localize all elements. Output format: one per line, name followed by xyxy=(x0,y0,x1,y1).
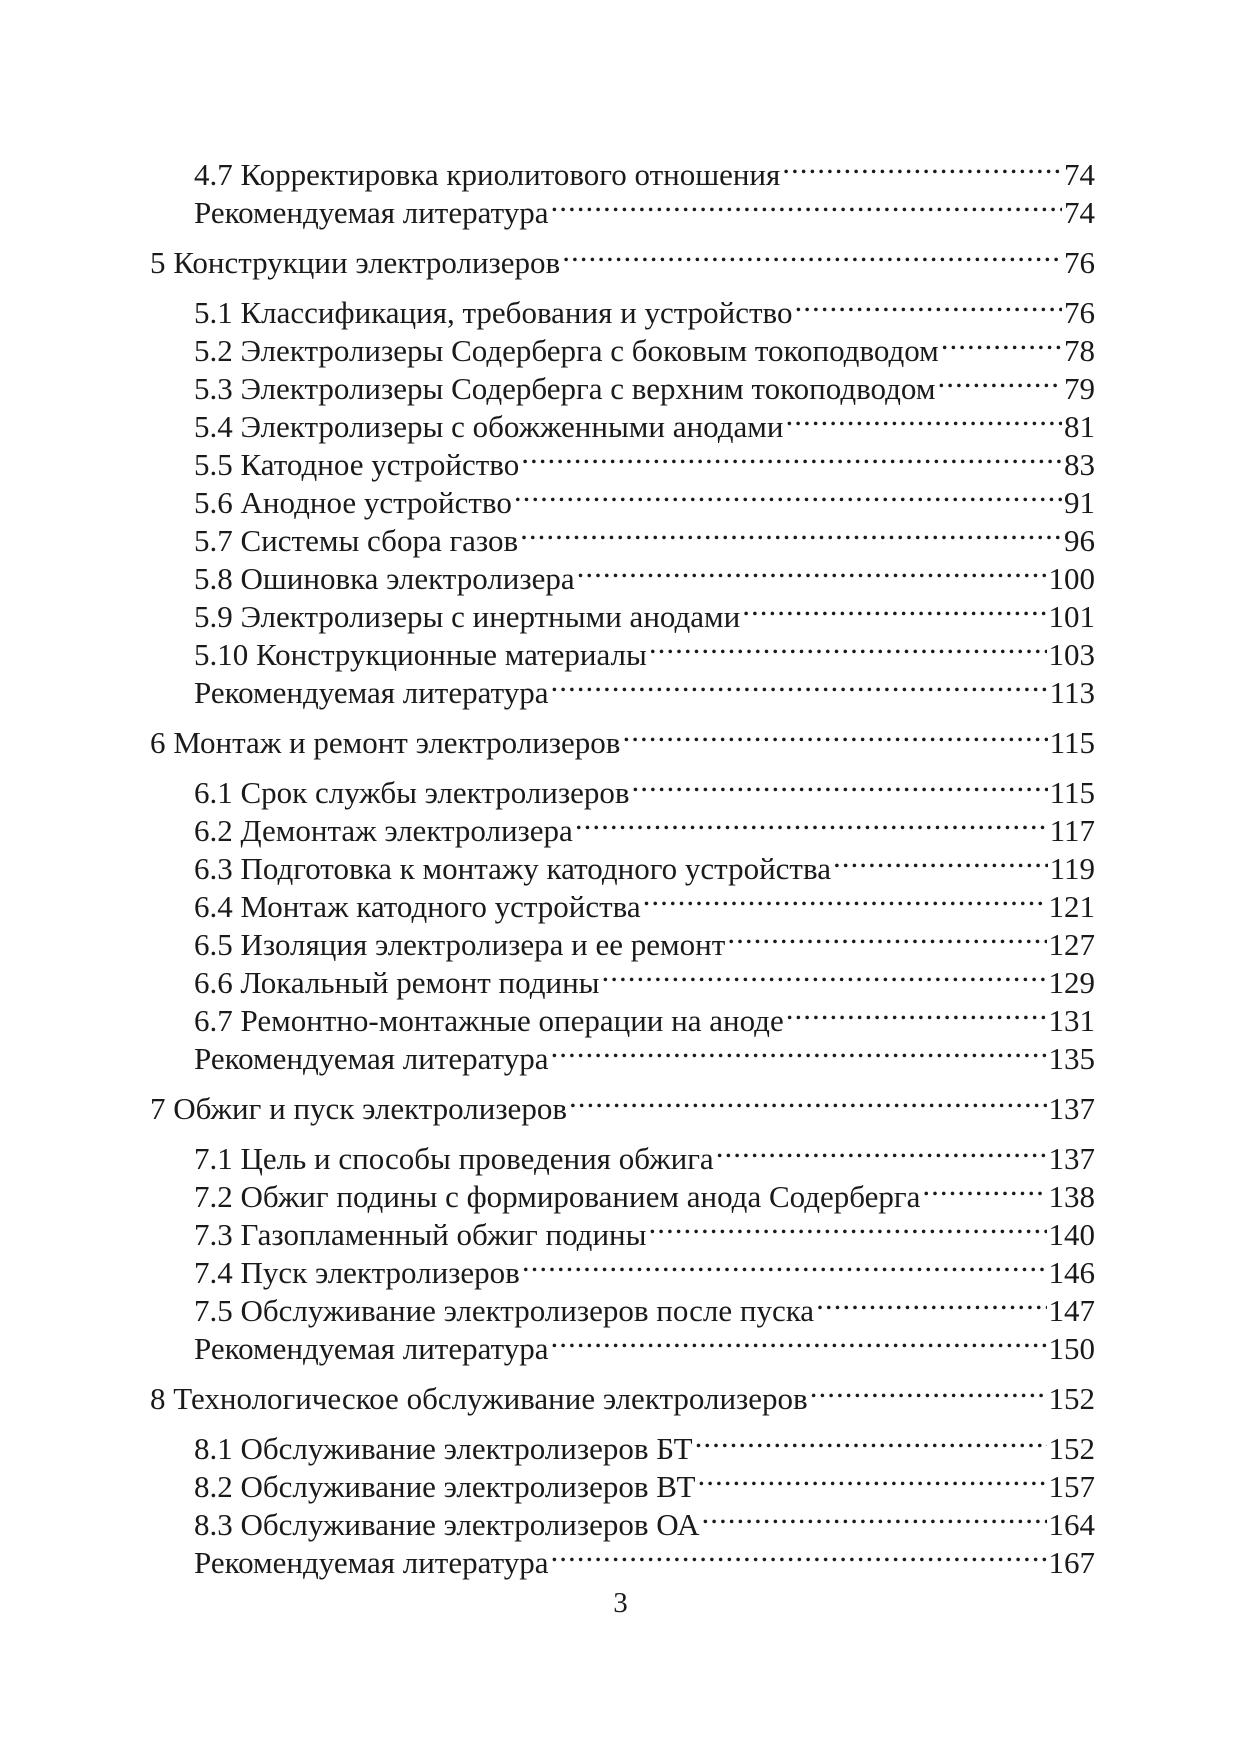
toc-entry-page: 91 xyxy=(1064,485,1095,520)
toc-entry-title: 8.1 Обслуживание электролизеров БТ xyxy=(194,1431,693,1466)
toc-entry-title: 5.10 Конструкционные материалы xyxy=(194,637,647,672)
toc-dot-leader xyxy=(649,627,1047,665)
toc-dot-leader xyxy=(716,1131,1047,1169)
toc-entry-page: 131 xyxy=(1048,1003,1095,1038)
toc-dot-leader xyxy=(702,1497,1047,1535)
toc-entry-title: 7.3 Газопламенный обжиг подины xyxy=(194,1217,647,1252)
page-number: 3 xyxy=(613,1587,628,1619)
toc-entry-title: 5.2 Электролизеры Содерберга с боковым токоподводом xyxy=(194,333,939,368)
toc-entry-title: 4.7 Корректировка криолитового отношения xyxy=(194,157,781,192)
toc-entry-title: 5.4 Электролизеры с обожженными анодами xyxy=(194,409,784,444)
toc-dot-leader xyxy=(695,1421,1047,1459)
toc-entry-page: 121 xyxy=(1048,889,1095,924)
toc-entry-title: Рекомендуемая литература xyxy=(194,1331,549,1366)
toc-entry-title: 6.5 Изоляция электролизера и ее ремонт xyxy=(194,927,726,962)
toc-entry-page: 167 xyxy=(1048,1545,1095,1580)
toc-section-entry xyxy=(150,147,1095,192)
toc-entry-page: 146 xyxy=(1048,1255,1095,1290)
toc-dot-leader xyxy=(569,1081,1047,1119)
toc-dot-leader xyxy=(601,955,1046,993)
toc-dot-leader xyxy=(522,1245,1047,1283)
toc-entry-title: 5.3 Электролизеры Содерберга с верхним токоподводом xyxy=(194,371,936,406)
toc-entry-title: 6.6 Локальный ремонт подины xyxy=(194,965,600,1000)
toc-dot-leader xyxy=(833,841,1048,879)
toc-chapter-entry xyxy=(150,715,1095,760)
toc-section-entry xyxy=(150,1421,1095,1466)
toc-dot-leader xyxy=(550,185,1062,223)
toc-dot-leader xyxy=(941,323,1062,361)
toc-entry-title: 6.4 Монтаж катодного устройства xyxy=(194,889,641,924)
table-of-contents xyxy=(150,147,1095,1580)
toc-dot-leader xyxy=(562,235,1062,273)
toc-entry-page: 74 xyxy=(1064,195,1095,230)
toc-entry-page: 74 xyxy=(1064,157,1095,192)
toc-dot-leader xyxy=(632,765,1048,803)
toc-dot-leader xyxy=(550,1031,1046,1069)
toc-entry-page: 152 xyxy=(1048,1431,1095,1466)
toc-entry-title: 8 Технологическое обслуживание электролизеров xyxy=(150,1381,808,1416)
toc-entry-title: 5 Конструкции электролизеров xyxy=(150,245,561,280)
toc-entry-title: 7.2 Обжиг подины с формированием анода Содерберга xyxy=(194,1179,921,1214)
toc-entry-page: 79 xyxy=(1064,371,1095,406)
toc-dot-leader xyxy=(697,1459,1046,1497)
toc-entry-title: 6.2 Демонтаж электролизера xyxy=(194,813,573,848)
toc-entry-title: 5.5 Катодное устройство xyxy=(194,447,520,482)
toc-entry-page: 152 xyxy=(1048,1381,1095,1416)
toc-section-entry xyxy=(150,765,1095,810)
toc-entry-page: 164 xyxy=(1048,1507,1095,1542)
toc-dot-leader xyxy=(785,399,1062,437)
toc-entry-page: 137 xyxy=(1048,1141,1095,1176)
toc-dot-leader xyxy=(786,993,1047,1031)
toc-dot-leader xyxy=(550,665,1047,703)
toc-chapter-entry xyxy=(150,1081,1095,1126)
toc-dot-leader xyxy=(794,285,1062,323)
toc-section-entry xyxy=(150,1131,1095,1176)
toc-entry-title: Рекомендуемая литература xyxy=(194,1545,549,1580)
toc-dot-leader xyxy=(514,475,1062,513)
toc-entry-title: 6 Монтаж и ремонт электролизеров xyxy=(150,725,621,760)
toc-dot-leader xyxy=(810,1371,1047,1409)
toc-entry-page: 137 xyxy=(1048,1091,1095,1126)
toc-entry-page: 115 xyxy=(1049,775,1095,810)
toc-entry-title: 8.3 Обслуживание электролизеров ОА xyxy=(194,1507,700,1542)
toc-entry-page: 96 xyxy=(1064,523,1095,558)
toc-entry-page: 129 xyxy=(1048,965,1095,1000)
toc-dot-leader xyxy=(550,1321,1046,1359)
toc-dot-leader xyxy=(550,1535,1046,1573)
toc-entry-title: 7.4 Пуск электролизеров xyxy=(194,1255,520,1290)
toc-dot-leader xyxy=(648,1207,1046,1245)
toc-entry-title: Рекомендуемая литература xyxy=(194,675,549,710)
toc-entry-page: 76 xyxy=(1064,245,1095,280)
toc-dot-leader xyxy=(782,147,1062,185)
toc-entry-page: 78 xyxy=(1064,333,1095,368)
toc-dot-leader xyxy=(922,1169,1046,1207)
toc-chapter-entry xyxy=(150,235,1095,280)
toc-entry-page: 76 xyxy=(1064,295,1095,330)
toc-dot-leader xyxy=(575,803,1048,841)
toc-entry-title: 7.5 Обслуживание электролизеров после пуска xyxy=(194,1293,815,1328)
toc-entry-page: 103 xyxy=(1048,637,1095,672)
toc-entry-page: 119 xyxy=(1049,851,1095,886)
toc-entry-page: 140 xyxy=(1048,1217,1095,1252)
toc-dot-leader xyxy=(521,437,1062,475)
toc-entry-title: 5.7 Системы сбора газов xyxy=(194,523,519,558)
toc-entry-title: 6.3 Подготовка к монтажу катодного устройства xyxy=(194,851,831,886)
toc-entry-page: 127 xyxy=(1048,927,1095,962)
toc-dot-leader xyxy=(742,589,1046,627)
toc-entry-title: 5.1 Классификация, требования и устройство xyxy=(194,295,793,330)
toc-entry-title: 8.2 Обслуживание электролизеров ВТ xyxy=(194,1469,696,1504)
toc-dot-leader xyxy=(643,879,1047,917)
toc-entry-title: Рекомендуемая литература xyxy=(194,195,549,230)
toc-entry-page: 101 xyxy=(1048,599,1095,634)
toc-entry-page: 147 xyxy=(1048,1293,1095,1328)
toc-entry-title: 5.8 Ошиновка электролизера xyxy=(194,561,575,596)
toc-entry-title: 5.9 Электролизеры с инертными анодами xyxy=(194,599,741,634)
toc-entry-title: 6.7 Ремонтно-монтажные операции на аноде xyxy=(194,1003,784,1038)
toc-entry-page: 157 xyxy=(1048,1469,1095,1504)
toc-entry-title: 7.1 Цель и способы проведения обжига xyxy=(194,1141,714,1176)
toc-entry-title: 5.6 Анодное устройство xyxy=(194,485,512,520)
toc-entry-page: 113 xyxy=(1049,675,1095,710)
toc-dot-leader xyxy=(520,513,1062,551)
toc-dot-leader xyxy=(622,715,1047,753)
toc-entry-title: 7 Обжиг и пуск электролизеров xyxy=(150,1091,567,1126)
toc-dot-leader xyxy=(727,917,1046,955)
toc-chapter-entry xyxy=(150,1371,1095,1416)
toc-dot-leader xyxy=(937,361,1062,399)
toc-dot-leader xyxy=(577,551,1047,589)
toc-entry-page: 115 xyxy=(1049,725,1095,760)
toc-dot-leader xyxy=(816,1283,1046,1321)
toc-entry-page: 81 xyxy=(1064,409,1095,444)
toc-entry-title: 6.1 Срок службы электролизеров xyxy=(194,775,630,810)
toc-entry-title: Рекомендуемая литература xyxy=(194,1041,549,1076)
toc-entry-page: 100 xyxy=(1048,561,1095,596)
toc-section-entry xyxy=(150,285,1095,330)
toc-entry-page: 150 xyxy=(1048,1331,1095,1366)
toc-entry-page: 135 xyxy=(1048,1041,1095,1076)
toc-entry-page: 83 xyxy=(1064,447,1095,482)
toc-entry-page: 117 xyxy=(1049,813,1095,848)
toc-entry-page: 138 xyxy=(1048,1179,1095,1214)
